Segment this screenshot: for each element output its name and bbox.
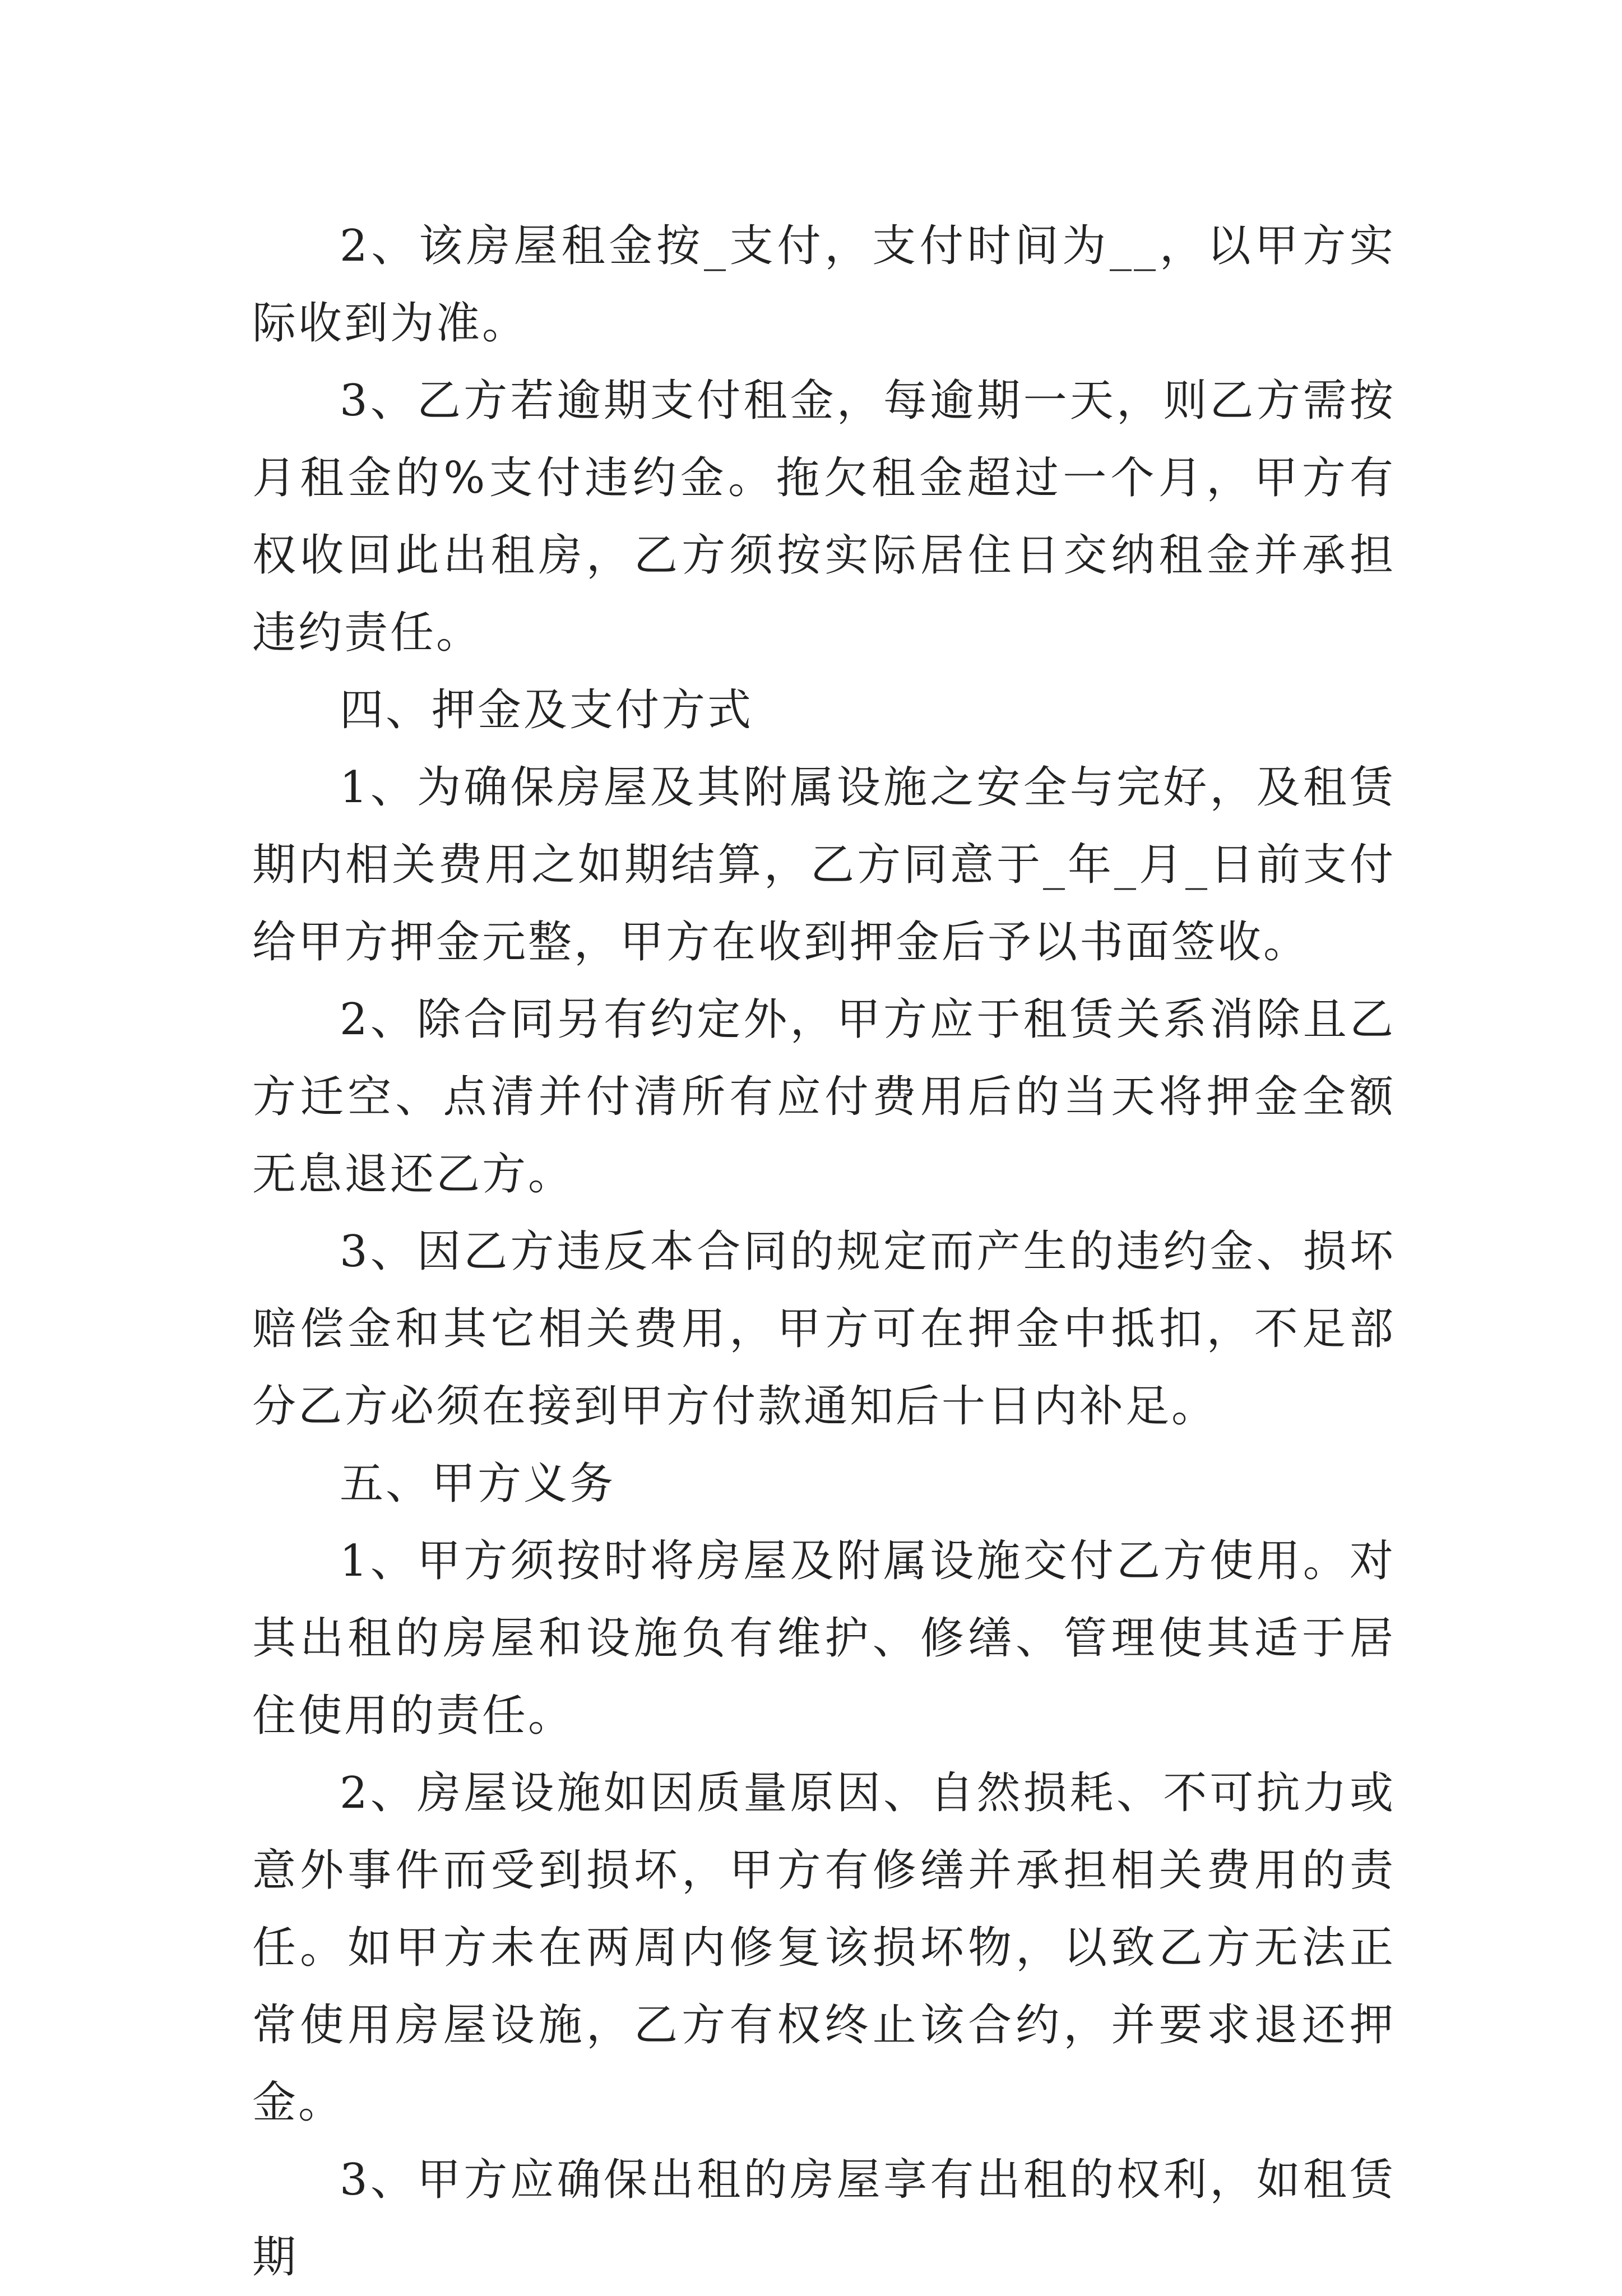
clause-deposit-payment: 1、为确保房屋及其附属设施之安全与完好，及租赁期内相关费用之如期结算，乙方同意于_年_月_日前支付给甲方押金元整，甲方在收到押金后予以书面签收。	[252, 762, 1396, 968]
clause-landlord-delivery: 1、甲方须按时将房屋及附属设施交付乙方使用。对其出租的房屋和设施负有维护、修缮、管理使其适于居住使用的责任。	[252, 1536, 1396, 1741]
clause-deposit-deduction: 3、因乙方违反本合同的规定而产生的违约金、损坏赔偿金和其它相关费用，甲方可在押金中抵扣，不足部分乙方必须在接到甲方付款通知后十日内补足。	[252, 1226, 1396, 1432]
clause-deposit-refund: 2、除合同另有约定外，甲方应于租赁关系消除且乙方迁空、点清并付清所有应付费用后的当天将押金全额无息退还乙方。	[252, 994, 1396, 1200]
document-body	[252, 207, 1396, 2296]
clause-late-payment: 3、乙方若逾期支付租金，每逾期一天，则乙方需按月租金的%支付违约金。拖欠租金超过一个月，甲方有权收回此出租房，乙方须按实际居住日交纳租金并承担违约责任。	[252, 376, 1396, 658]
section-heading-landlord-duties: 五、甲方义务	[340, 1459, 616, 1509]
clause-landlord-repair: 2、房屋设施如因质量原因、自然损耗、不可抗力或意外事件而受到损坏，甲方有修缮并承担相关费用的责任。如甲方未在两周内修复该损坏物，以致乙方无法正常使用房屋设施，乙方有权终止该合约，并要求退还押金。	[252, 1768, 1396, 2128]
clause-landlord-rights: 3、甲方应确保出租的房屋享有出租的权利，如租赁期	[252, 2155, 1396, 2283]
section-heading-deposit: 四、押金及支付方式	[340, 685, 754, 735]
clause-rent-payment: 2、该房屋租金按_支付，支付时间为__，以甲方实际收到为准。	[252, 221, 1396, 349]
